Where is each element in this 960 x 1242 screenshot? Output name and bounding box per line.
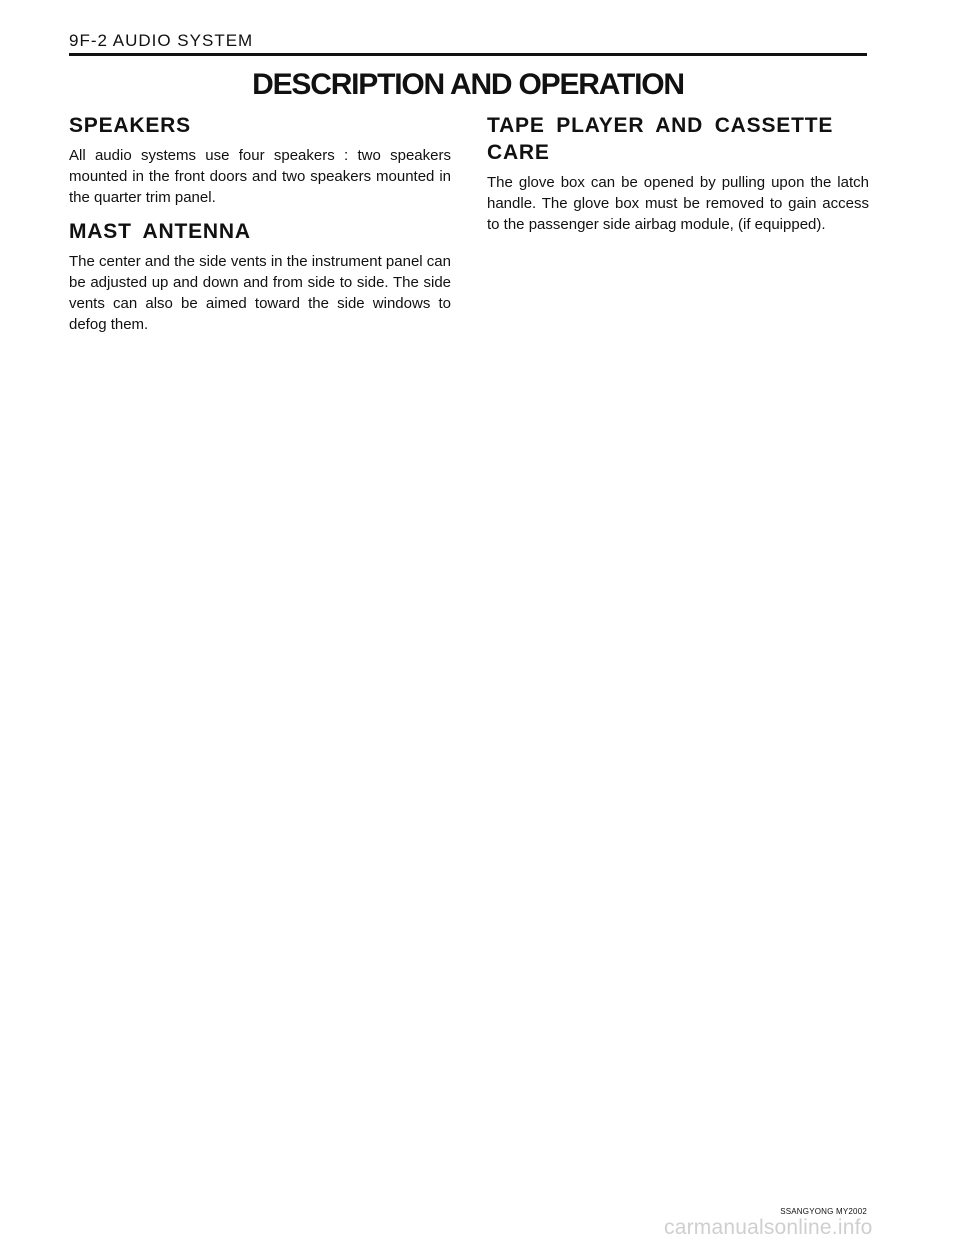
section-heading: MAST ANTENNA <box>69 220 251 243</box>
section-tape-player <box>487 112 869 235</box>
section-body: The center and the side vents in the instrument panel can be adjusted up and down and from side to side. The side vents can also be aimed toward the side windows to defog them. <box>69 253 451 333</box>
section-heading: SPEAKERS <box>69 114 191 137</box>
watermark: carmanualsonline.info <box>664 1216 873 1239</box>
footer-model-code: SSANGYONG MY2002 <box>780 1207 867 1216</box>
section-mast-antenna <box>69 218 451 335</box>
section-speakers <box>69 112 451 208</box>
section-body: All audio systems use four speakers : two speakers mounted in the front doors and two speakers mounted in the quarter trim panel. <box>69 147 451 206</box>
header-rule <box>69 53 867 56</box>
page-title: DESCRIPTION AND OPERATION <box>252 68 684 101</box>
section-body: The glove box can be opened by pulling upon the latch handle. The glove box must be removed to gain access to the passenger side airbag module, (if equipped). <box>487 174 869 233</box>
page-header <box>69 30 867 52</box>
header-section-label: 9F-2 AUDIO SYSTEM <box>69 31 254 50</box>
section-heading: TAPE PLAYER AND CASSETTE CARE <box>487 114 834 164</box>
right-column <box>487 108 869 245</box>
left-column <box>69 108 451 345</box>
